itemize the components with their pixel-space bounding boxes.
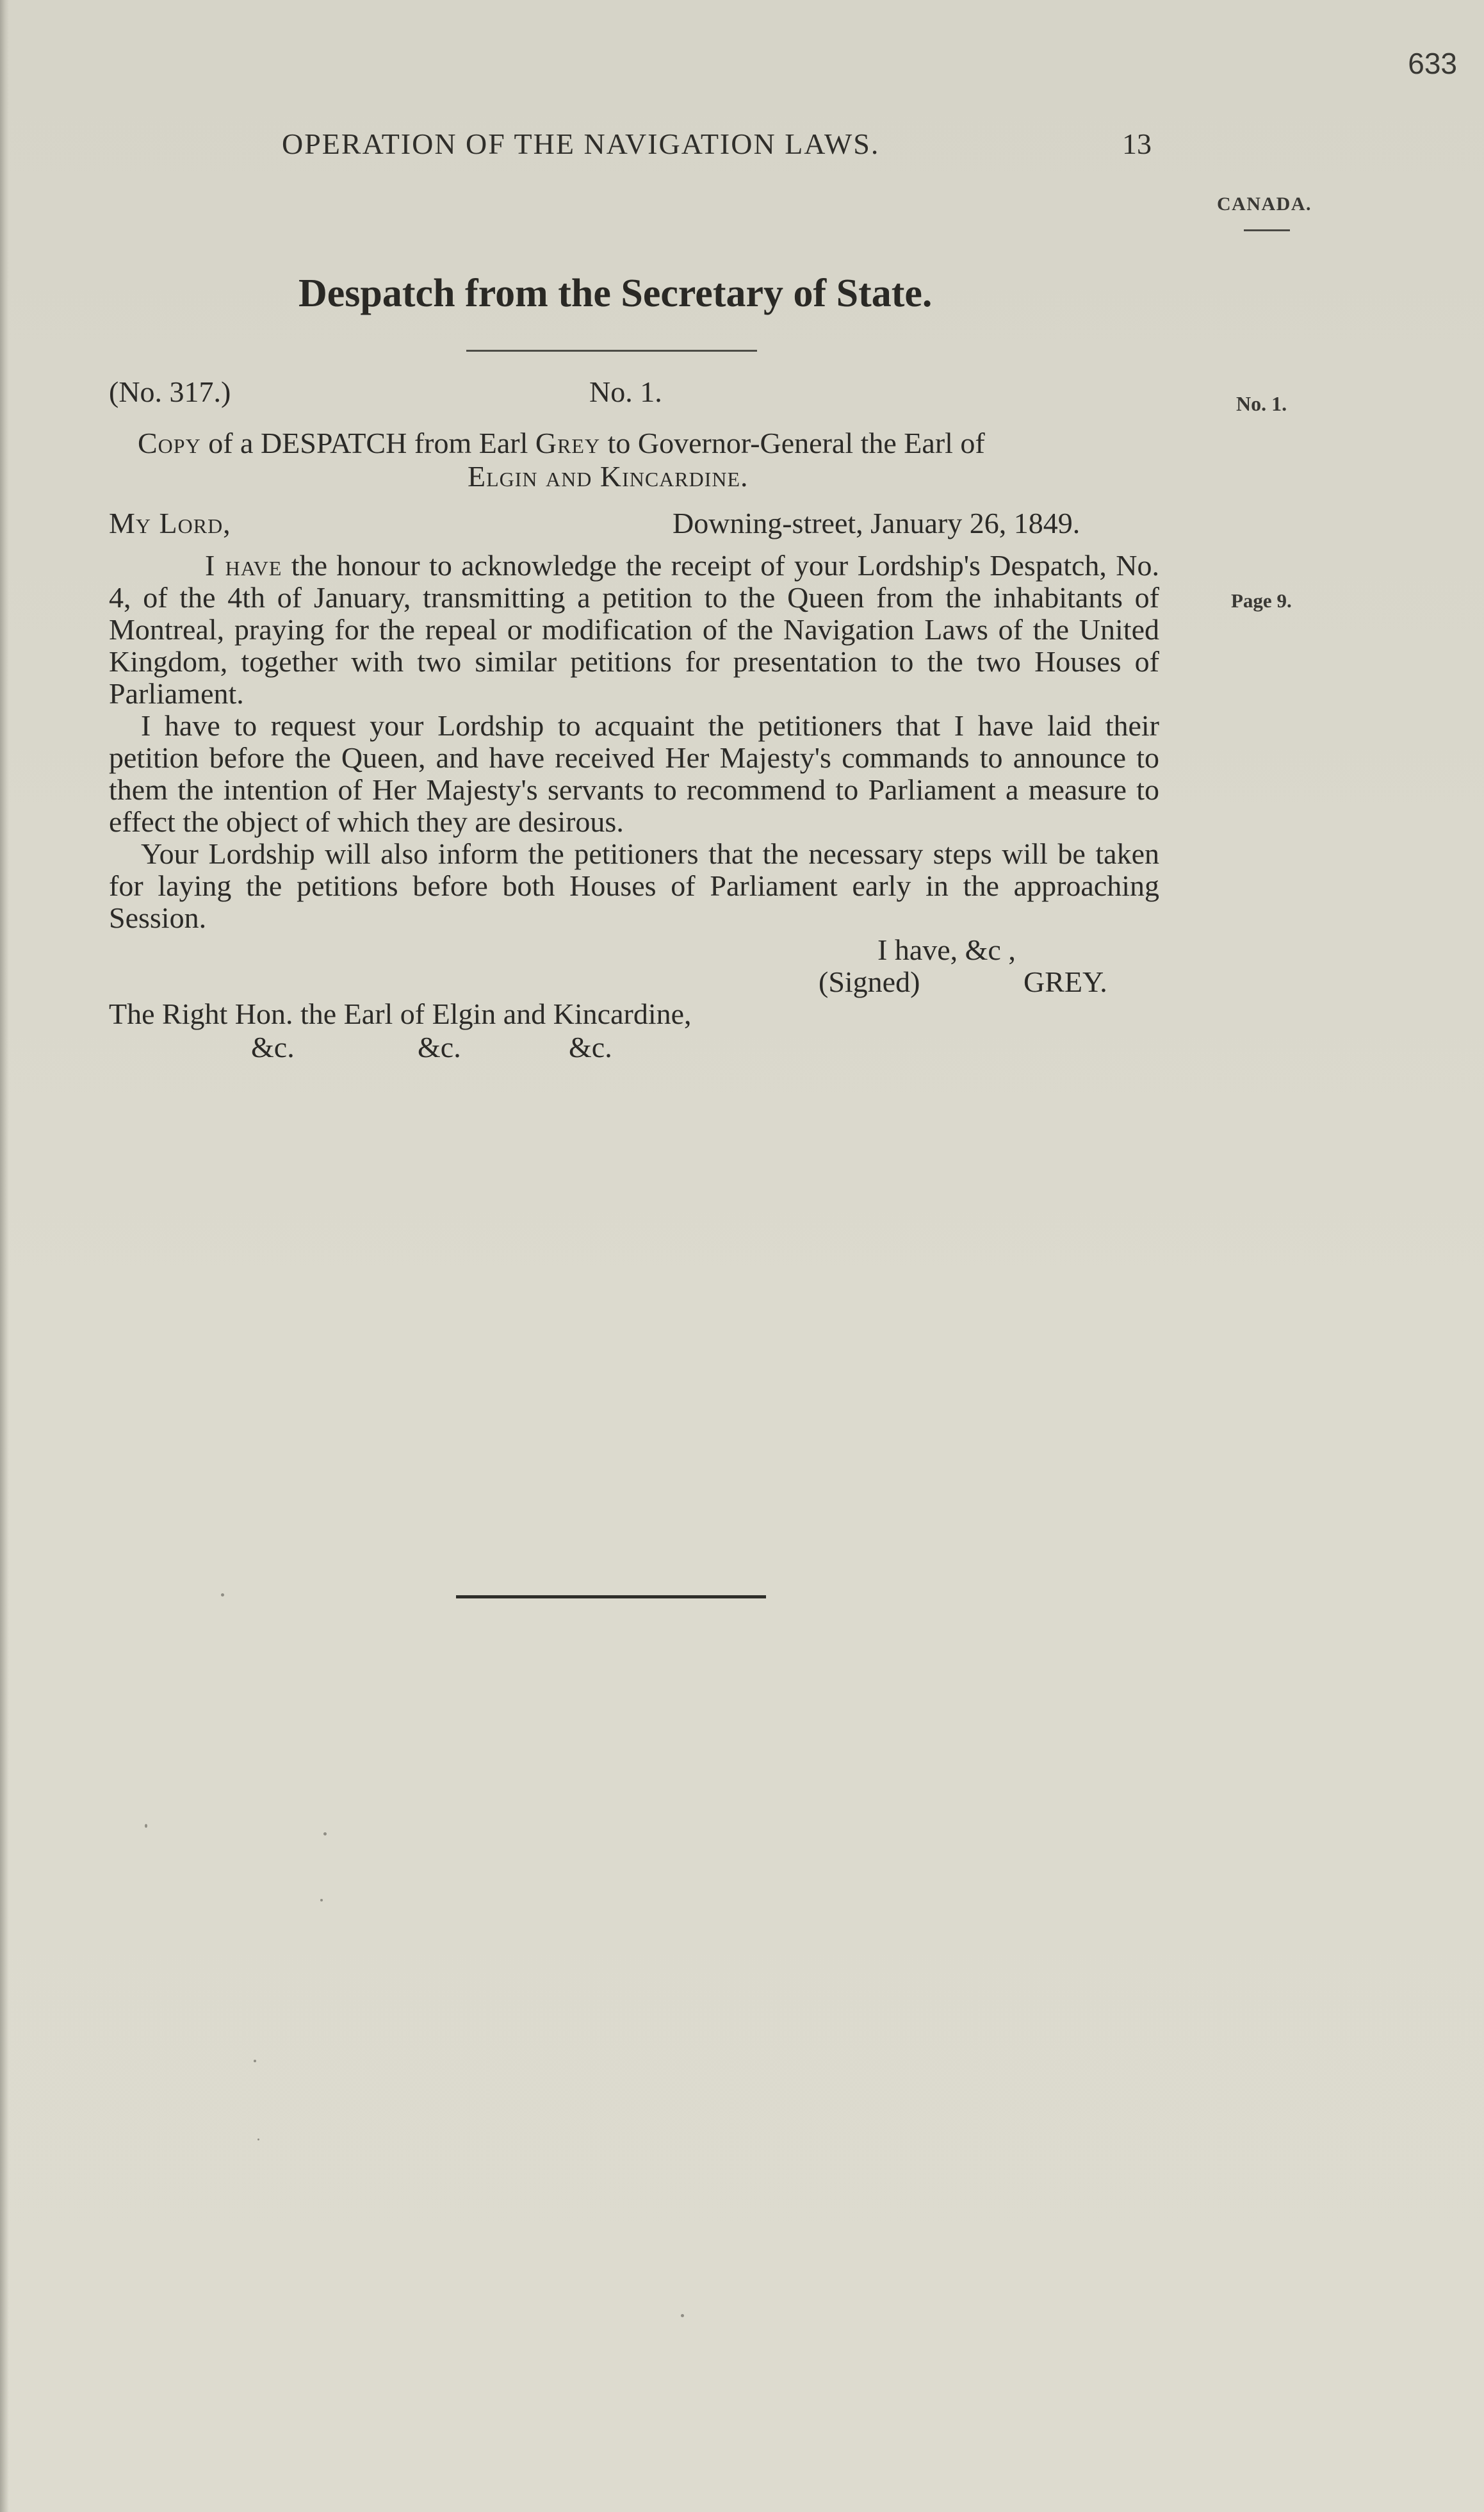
etc-1: &c. xyxy=(251,1031,295,1063)
despatch-number: No. 1. xyxy=(589,375,662,408)
title-rule xyxy=(466,350,757,352)
despatch-reference: (No. 317.) xyxy=(109,375,231,408)
salutation: My Lord, xyxy=(109,507,231,539)
signed-label: (Signed) xyxy=(819,965,920,998)
copy-text-1: of a DESPATCH from Earl xyxy=(200,427,535,459)
addressee: The Right Hon. the Earl of Elgin and Kincardine, xyxy=(109,997,692,1030)
page-folio: 13 xyxy=(1122,127,1152,160)
paper-speck xyxy=(681,2314,684,2317)
margin-colony-label: CANADA. xyxy=(1217,193,1312,215)
paper-speck xyxy=(221,1593,224,1597)
copy-text-2: to Governor-General the Earl of xyxy=(600,427,985,459)
dateline: Downing-street, January 26, 1849. xyxy=(673,507,1080,539)
paragraph-3-text: Your Lordship will also inform the petitioners that the necessary steps will be taken for laying the petitions before both Houses of Parliament early in the approaching Session. xyxy=(109,837,1159,934)
paper-speck xyxy=(254,2060,256,2062)
paper-speck xyxy=(323,1832,327,1835)
running-head-title: OPERATION OF THE NAVIGATION LAWS. xyxy=(282,127,880,160)
paragraph-1-text: the honour to acknowledge the receipt of your Lordship's Despatch, No. 4, of the 4th of January, transmitting a petition to the Queen from the inhabitants of Montreal, praying for the repeal or modification of the Navigation Laws of the United Kingdom, together with two similar petitions for presentation to the two Houses of Parliament. xyxy=(109,549,1159,710)
copy-heading-line-2: Elgin and Kincardine. xyxy=(468,460,749,493)
paragraph-3 xyxy=(109,838,1159,934)
archive-page-number: 633 xyxy=(1408,47,1457,80)
margin-page-reference: Page 9. xyxy=(1231,589,1292,612)
paragraph-2-text: I have to request your Lordship to acquaint the petitioners that I have laid their petition before the Queen, and have received Her Majesty's commands to announce to them the intention of Her Majesty's servants to recommend to Parliament a measure to effect the object of which they are desirous. xyxy=(109,709,1159,838)
copy-prefix: Copy xyxy=(138,427,201,459)
paragraph-2 xyxy=(109,710,1159,838)
paper-speck xyxy=(257,2138,259,2140)
paper-speck xyxy=(145,1824,147,1828)
signer-name: GREY. xyxy=(1023,965,1107,998)
copy-grey: Grey xyxy=(535,427,601,459)
paper-speck xyxy=(320,1899,323,1901)
section-title: Despatch from the Secretary of State. xyxy=(298,272,933,315)
closing: I have, &c , xyxy=(877,933,1016,966)
copy-heading-line-1 xyxy=(138,426,1127,460)
paragraph-1 xyxy=(109,550,1159,710)
etc-2: &c. xyxy=(418,1031,461,1063)
page-edge-shadow xyxy=(0,0,9,2512)
margin-document-number: No. 1. xyxy=(1236,392,1287,415)
margin-colony-rule xyxy=(1244,229,1290,231)
paragraph-1-lead: I have xyxy=(205,549,282,582)
end-rule xyxy=(456,1595,766,1598)
etc-3: &c. xyxy=(569,1031,612,1063)
